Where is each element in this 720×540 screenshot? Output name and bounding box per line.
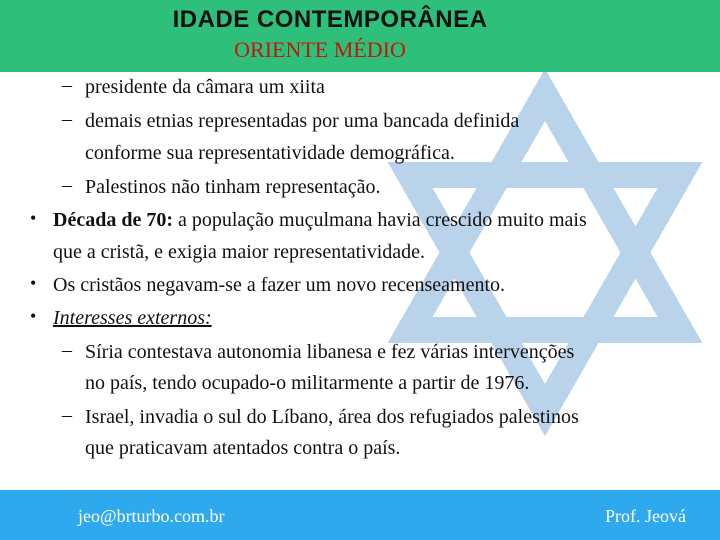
bullet-marker: • (30, 273, 37, 293)
header-bar (0, 0, 720, 72)
text-line: Israel, invadia o sul do Líbano, área dos refugiados palestinos (85, 406, 579, 428)
bullet-marker: • (30, 208, 37, 228)
dash-marker: – (62, 174, 72, 196)
dash-marker: – (62, 108, 72, 130)
footer-email: jeo@brturbo.com.br (78, 506, 225, 526)
bold-label: Década de 70: (53, 209, 173, 231)
text-line: Palestinos não tinham representação. (85, 176, 381, 198)
text-line: que praticavam atentados contra o país. (85, 437, 401, 459)
page-title: IDADE CONTEMPORÂNEA (172, 6, 488, 33)
dash-marker: – (62, 339, 72, 361)
text-segment: a população muçulmana havia crescido muito mais (172, 209, 587, 231)
text-line: demais etnias representadas por uma bancada definida (85, 110, 520, 132)
page-subtitle: ORIENTE MÉDIO (234, 37, 406, 62)
text-line: no país, tendo ocupado-o militarmente a partir de 1976. (85, 372, 530, 394)
text-line: que a cristã, e exigia maior representatividade. (53, 241, 426, 263)
footer-author: Prof. Jeová (605, 506, 686, 526)
text-line: Síria contestava autonomia libanesa e fez várias intervenções (85, 341, 575, 363)
text-line: presidente da câmara um xiita (85, 76, 325, 98)
text-line (53, 208, 587, 232)
footer-bar (0, 490, 720, 540)
text-line: Os cristãos negavam-se a fazer um novo recenseamento. (53, 274, 506, 296)
dash-marker: – (62, 404, 72, 426)
text-line: conforme sua representatividade demográfica. (85, 142, 455, 164)
text-line-underlined: Interesses externos: (53, 307, 212, 329)
dash-marker: – (62, 74, 72, 96)
bullet-marker: • (30, 306, 37, 326)
